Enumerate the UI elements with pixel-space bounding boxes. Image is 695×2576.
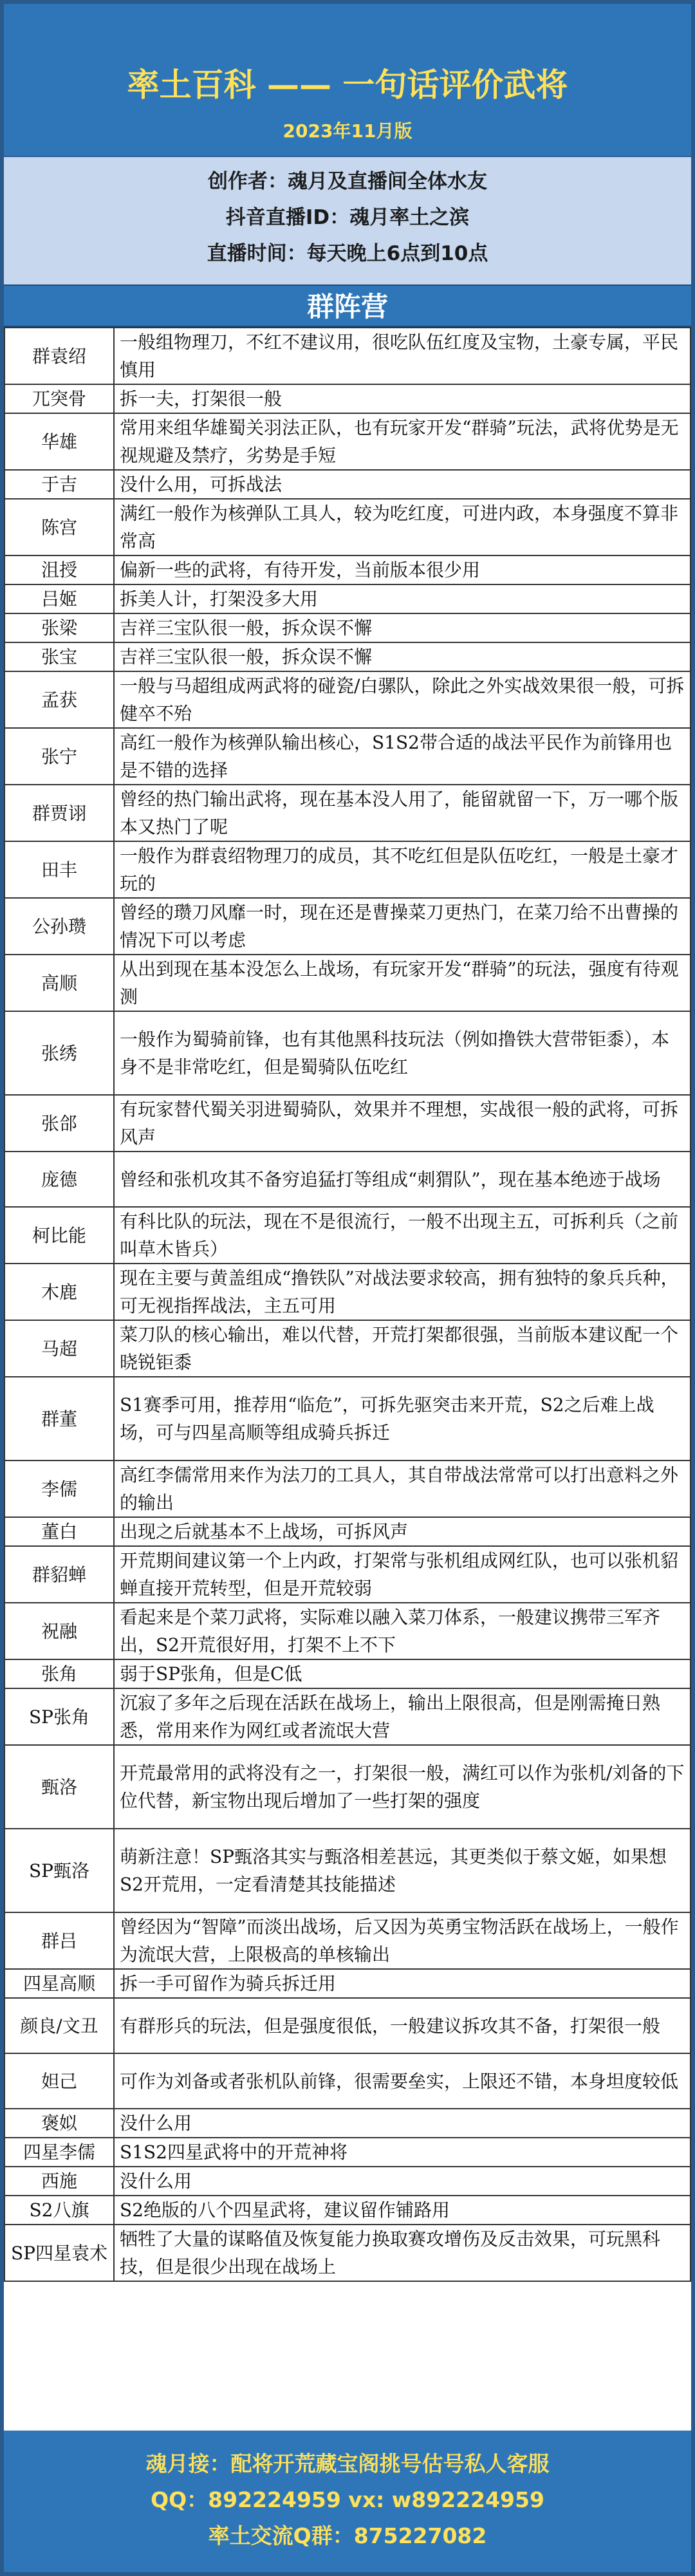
table-row bbox=[5, 1659, 690, 1688]
general-name: 群袁绍 bbox=[5, 328, 114, 384]
table-row bbox=[5, 1745, 690, 1829]
table-row bbox=[5, 1320, 690, 1377]
general-name: 颜良/文丑 bbox=[5, 1998, 114, 2053]
general-description: 一般作为群袁绍物理刀的成员，其不吃红但是队伍吃红，一般是土豪才玩的 bbox=[114, 841, 690, 898]
general-description: 没什么用 bbox=[114, 2109, 690, 2138]
general-description: 开荒最常用的武将没有之一，打架很一般，满红可以作为张机/刘备的下位代替，新宝物出现后增加了一些打架的强度 bbox=[114, 1745, 690, 1829]
live-time-line: 直播时间：每天晚上6点到10点 bbox=[207, 242, 488, 265]
general-name: 西施 bbox=[5, 2167, 114, 2196]
general-name: SP四星袁术 bbox=[5, 2225, 114, 2281]
table-row bbox=[5, 2225, 690, 2281]
general-name: 木鹿 bbox=[5, 1264, 114, 1320]
table-row bbox=[5, 1264, 690, 1320]
table-row bbox=[5, 1969, 690, 1998]
table-row bbox=[5, 785, 690, 841]
general-name: 祝融 bbox=[5, 1603, 114, 1659]
table-row bbox=[5, 328, 690, 384]
general-name: 妲己 bbox=[5, 2053, 114, 2109]
table-row bbox=[5, 413, 690, 470]
table-row bbox=[5, 2053, 690, 2109]
info-panel bbox=[4, 156, 691, 286]
general-name: 庞德 bbox=[5, 1152, 114, 1207]
edition-label: 2023年11月版 bbox=[283, 120, 412, 142]
table-row bbox=[5, 1829, 690, 1912]
table-row bbox=[5, 642, 690, 671]
general-description: 有科比队的玩法，现在不是很流行，一般不出现主五，可拆利兵（之前叫草木皆兵） bbox=[114, 1207, 690, 1264]
generals-table-body bbox=[5, 328, 690, 2281]
general-description: 偏新一些的武将，有待开发，当前版本很少用 bbox=[114, 555, 690, 584]
general-description: 没什么用，可拆战法 bbox=[114, 470, 690, 499]
general-name: 张绣 bbox=[5, 1011, 114, 1095]
general-description: 吉祥三宝队很一般，拆众误不懈 bbox=[114, 613, 690, 642]
table-row bbox=[5, 671, 690, 728]
general-name: 四星李儒 bbox=[5, 2138, 114, 2167]
general-name: 沮授 bbox=[5, 555, 114, 584]
table-row bbox=[5, 1152, 690, 1207]
table-row bbox=[5, 2167, 690, 2196]
general-description: 可作为刘备或者张机队前锋，很需要垒实，上限还不错，本身坦度较低 bbox=[114, 2053, 690, 2109]
section-title: 群阵营 bbox=[4, 285, 691, 327]
general-name: S2八旗 bbox=[5, 2196, 114, 2225]
general-name: 张角 bbox=[5, 1659, 114, 1688]
general-name: SP张角 bbox=[5, 1688, 114, 1745]
general-description: 牺牲了大量的谋略值及恢复能力换取赛攻增伤及反击效果，可玩黑科技，但是很少出现在战场上 bbox=[114, 2225, 690, 2281]
general-name: 张宁 bbox=[5, 728, 114, 785]
general-name: 吕姬 bbox=[5, 584, 114, 613]
general-name: 马超 bbox=[5, 1320, 114, 1377]
general-description: 一般与马超组成两武将的碰瓷/白骡队，除此之外实战效果很一般，可拆健卒不殆 bbox=[114, 671, 690, 728]
general-name: 张郃 bbox=[5, 1095, 114, 1152]
header-banner bbox=[4, 4, 691, 156]
table-row bbox=[5, 955, 690, 1011]
general-description: 弱于SP张角，但是C低 bbox=[114, 1659, 690, 1688]
general-name: 群贾诩 bbox=[5, 785, 114, 841]
table-row bbox=[5, 499, 690, 555]
general-description: 高红李儒常用来作为法刀的工具人，其自带战法常常可以打出意料之外的输出 bbox=[114, 1461, 690, 1517]
general-description: 有群形兵的玩法，但是强度很低，一般建议拆攻其不备，打架很一般 bbox=[114, 1998, 690, 2053]
table-row bbox=[5, 1461, 690, 1517]
general-description: 吉祥三宝队很一般，拆众误不懈 bbox=[114, 642, 690, 671]
table-row bbox=[5, 1603, 690, 1659]
table-row bbox=[5, 1517, 690, 1546]
general-description: 一般作为蜀骑前锋，也有其他黑科技玩法（例如撸铁大营带钜黍），本身不是非常吃红，但是蜀骑队伍吃红 bbox=[114, 1011, 690, 1095]
general-description: 从出到现在基本没怎么上战场，有玩家开发“群骑”的玩法，强度有待观测 bbox=[114, 955, 690, 1011]
general-name: 张宝 bbox=[5, 642, 114, 671]
table-row bbox=[5, 898, 690, 955]
poster-title: 率土百科 —— 一句话评价武将 bbox=[127, 66, 568, 104]
general-name: 田丰 bbox=[5, 841, 114, 898]
general-description: 曾经的瓒刀风靡一时，现在还是曹操菜刀更热门，在菜刀给不出曹操的情况下可以考虑 bbox=[114, 898, 690, 955]
general-name: 张梁 bbox=[5, 613, 114, 642]
table-row bbox=[5, 1011, 690, 1095]
general-name: SP甄洛 bbox=[5, 1829, 114, 1912]
general-name: 群董 bbox=[5, 1377, 114, 1461]
general-description: 常用来组华雄蜀关羽法正队，也有玩家开发“群骑”玩法，武将优势是无视规避及禁疗，劣势是手短 bbox=[114, 413, 690, 470]
table-row bbox=[5, 1998, 690, 2053]
table-row bbox=[5, 470, 690, 499]
table-row bbox=[5, 2109, 690, 2138]
general-description: 曾经的热门输出武将，现在基本没人用了，能留就留一下，万一哪个版本又热门了呢 bbox=[114, 785, 690, 841]
qq-group-line: 率土交流Q群：875227082 bbox=[208, 2523, 487, 2548]
table-row bbox=[5, 1095, 690, 1152]
table-row bbox=[5, 1688, 690, 1745]
general-description: 拆一手可留作为骑兵拆迁用 bbox=[114, 1969, 690, 1998]
general-description: 拆一夫，打架很一般 bbox=[114, 384, 690, 413]
table-row bbox=[5, 384, 690, 413]
general-description: 沉寂了多年之后现在活跃在战场上，输出上限很高，但是刚需掩日熟悉，常用来作为网红或者流氓大营 bbox=[114, 1688, 690, 1745]
table-row bbox=[5, 728, 690, 785]
general-description: 曾经因为“智障”而淡出战场，后又因为英勇宝物活跃在战场上，一般作为流氓大营，上限极高的单核输出 bbox=[114, 1912, 690, 1969]
general-description: 现在主要与黄盖组成“撸铁队”对战法要求较高，拥有独特的象兵兵种，可无视指挥战法，主五可用 bbox=[114, 1264, 690, 1320]
general-description: 看起来是个菜刀武将，实际难以融入菜刀体系，一般建议携带三军齐出，S2开荒很好用，打架不上不下 bbox=[114, 1603, 690, 1659]
general-name: 群貂蝉 bbox=[5, 1546, 114, 1603]
table-row bbox=[5, 2196, 690, 2225]
general-name: 李儒 bbox=[5, 1461, 114, 1517]
general-description: 开荒期间建议第一个上内政，打架常与张机组成网红队，也可以张机貂蝉直接开荒转型，但是开荒较弱 bbox=[114, 1546, 690, 1603]
footer-banner bbox=[4, 2431, 691, 2572]
general-description: 曾经和张机攻其不备穷追猛打等组成“刺猬队”，现在基本绝迹于战场 bbox=[114, 1152, 690, 1207]
table-row bbox=[5, 1546, 690, 1603]
general-description: 高红一般作为核弹队输出核心，S1S2带合适的战法平民作为前锋用也是不错的选择 bbox=[114, 728, 690, 785]
general-description: 满红一般作为核弹队工具人，较为吃红度，可进内政，本身强度不算非常高 bbox=[114, 499, 690, 555]
general-description: 萌新注意！SP甄洛其实与甄洛相差甚远，其更类似于蔡文姬，如果想S2开荒用，一定看清楚其技能描述 bbox=[114, 1829, 690, 1912]
general-description: 没什么用 bbox=[114, 2167, 690, 2196]
table-row bbox=[5, 841, 690, 898]
general-description: 拆美人计，打架没多大用 bbox=[114, 584, 690, 613]
general-description: S1S2四星武将中的开荒神将 bbox=[114, 2138, 690, 2167]
general-description: S1赛季可用，推荐用“临危”，可拆先驱突击来开荒，S2之后难上战场，可与四星高顺等组成骑兵拆迁 bbox=[114, 1377, 690, 1461]
contact-line: QQ：892224959 vx: w892224959 bbox=[151, 2487, 544, 2512]
general-name: 于吉 bbox=[5, 470, 114, 499]
table-row bbox=[5, 2138, 690, 2167]
table-row bbox=[5, 613, 690, 642]
general-description: S2绝版的八个四星武将，建议留作铺路用 bbox=[114, 2196, 690, 2225]
table-row bbox=[5, 1377, 690, 1461]
general-name: 柯比能 bbox=[5, 1207, 114, 1264]
general-name: 褒姒 bbox=[5, 2109, 114, 2138]
table-row bbox=[5, 555, 690, 584]
general-name: 甄洛 bbox=[5, 1745, 114, 1829]
general-name: 公孙瓒 bbox=[5, 898, 114, 955]
general-name: 群吕 bbox=[5, 1912, 114, 1969]
general-description: 一般组物理刀，不红不建议用，很吃队伍红度及宝物，土豪专属，平民慎用 bbox=[114, 328, 690, 384]
general-name: 陈宫 bbox=[5, 499, 114, 555]
douyin-id-line: 抖音直播ID：魂月率土之滨 bbox=[225, 206, 470, 229]
general-description: 有玩家替代蜀关羽进蜀骑队，效果并不理想，实战很一般的武将，可拆风声 bbox=[114, 1095, 690, 1152]
table-row bbox=[5, 1207, 690, 1264]
general-name: 四星高顺 bbox=[5, 1969, 114, 1998]
table-row bbox=[5, 584, 690, 613]
general-name: 兀突骨 bbox=[5, 384, 114, 413]
table-row bbox=[5, 1912, 690, 1969]
general-name: 华雄 bbox=[5, 413, 114, 470]
general-description: 出现之后就基本不上战场，可拆风声 bbox=[114, 1517, 690, 1546]
general-name: 孟获 bbox=[5, 671, 114, 728]
creator-line: 创作者：魂月及直播间全体水友 bbox=[208, 170, 487, 193]
general-name: 董白 bbox=[5, 1517, 114, 1546]
generals-table bbox=[4, 327, 691, 2282]
general-description: 菜刀队的核心输出，难以代替，开荒打架都很强，当前版本建议配一个晓锐钜黍 bbox=[114, 1320, 690, 1377]
service-line: 魂月接：配将开荒藏宝阁挑号估号私人客服 bbox=[145, 2451, 550, 2476]
general-name: 高顺 bbox=[5, 955, 114, 1011]
